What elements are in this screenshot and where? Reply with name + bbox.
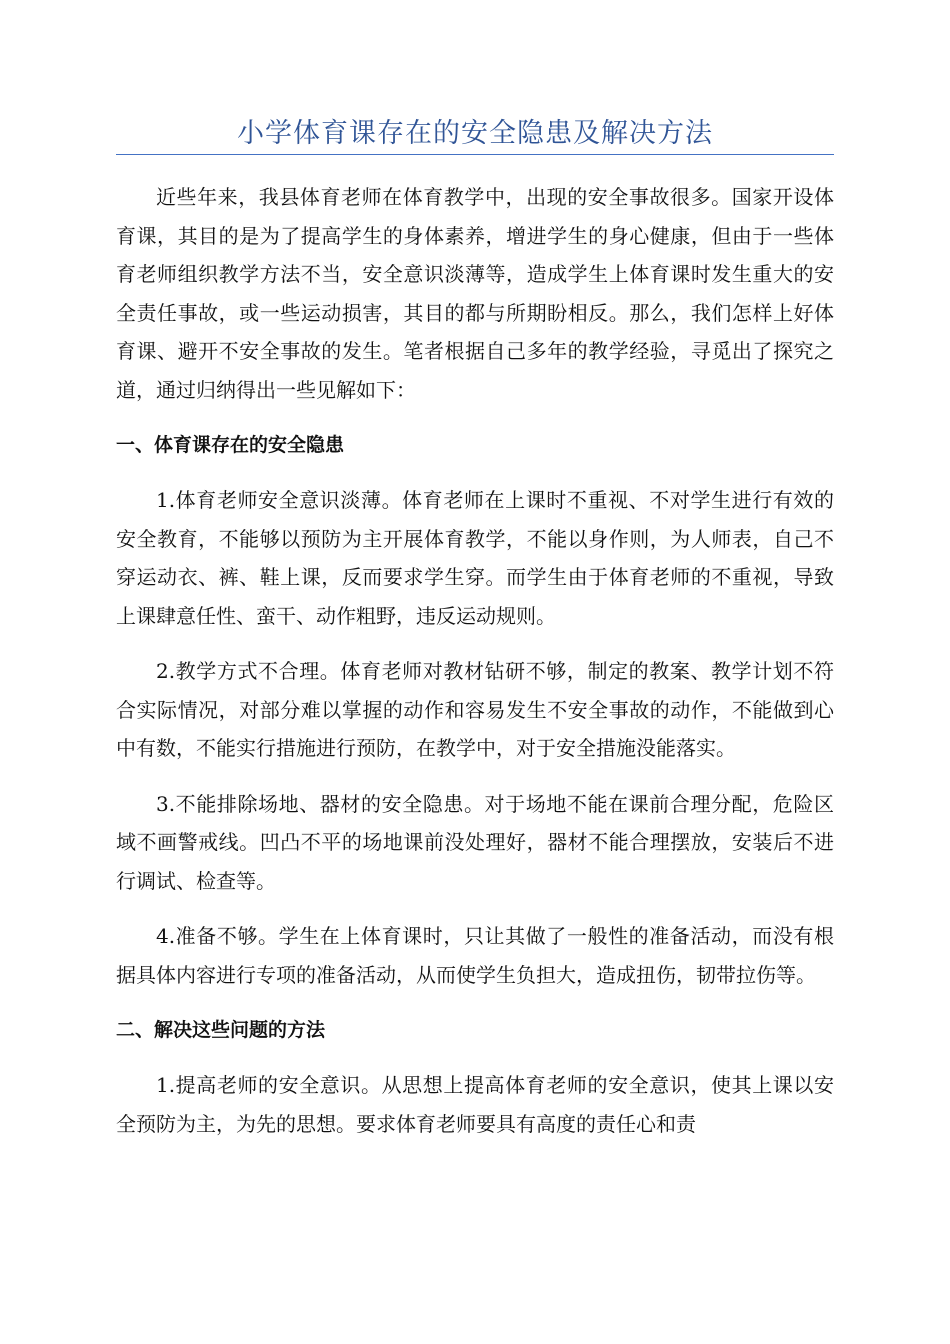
section-heading-solutions: 二、解决这些问题的方法 xyxy=(116,1019,326,1041)
document-body xyxy=(116,178,834,1160)
hazard-paragraph-2: 2.教学方式不合理。体育老师对教材钻研不够，制定的教案、教学计划不符合实际情况，对部分难以掌握的动作和容易发生不安全事故的动作，不能做到心中有数，不能实行措施进行预防，在教学中，对于安全措施没能落实。 xyxy=(116,659,834,760)
hazard-paragraph-3: 3.不能排除场地、器材的安全隐患。对于场地不能在课前合理分配，危险区域不画警戒线。凹凸不平的场地课前没处理好，器材不能合理摆放，安装后不进行调试、检查等。 xyxy=(116,791,834,893)
section-heading-hazards: 一、体育课存在的安全隐患 xyxy=(116,434,345,456)
title-underline xyxy=(116,154,834,155)
intro-paragraph: 近些年来，我县体育老师在体育教学中，出现的安全事故很多。国家开设体育课，其目的是为了提高学生的身体素养，增进学生的身心健康，但由于一些体育老师组织教学方法不当，安全意识淡薄等，造成学生上体育课时发生重大的安全责任事故，或一些运动损害，其目的都与所期盼相反。那么，我们怎样上好体育课、避开不安全事故的发生。笔者根据自己多年的教学经验，寻觅出了探究之道，通过归纳得出一些见解如下： xyxy=(116,185,834,402)
hazard-paragraph-1: 1.体育老师安全意识淡薄。体育老师在上课时不重视、不对学生进行有效的安全教育，不能够以预防为主开展体育教学，不能以身作则，为人师表，自己不穿运动衣、裤、鞋上课，反而要求学生穿。而学生由于体育老师的不重视，导致上课肆意任性、蛮干、动作粗野，违反运动规则。 xyxy=(116,488,834,628)
hazard-paragraph-4: 4.准备不够。学生在上体育课时，只让其做了一般性的准备活动，而没有根据具体内容进行专项的准备活动，从而使学生负担大，造成扭伤，韧带拉伤等。 xyxy=(116,924,834,987)
document-title: 小学体育课存在的安全隐患及解决方法 xyxy=(237,118,713,149)
solution-paragraph-1: 1.提高老师的安全意识。从思想上提高体育老师的安全意识，使其上课以安全预防为主，为先的思想。要求体育老师要具有高度的责任心和责 xyxy=(116,1073,834,1136)
